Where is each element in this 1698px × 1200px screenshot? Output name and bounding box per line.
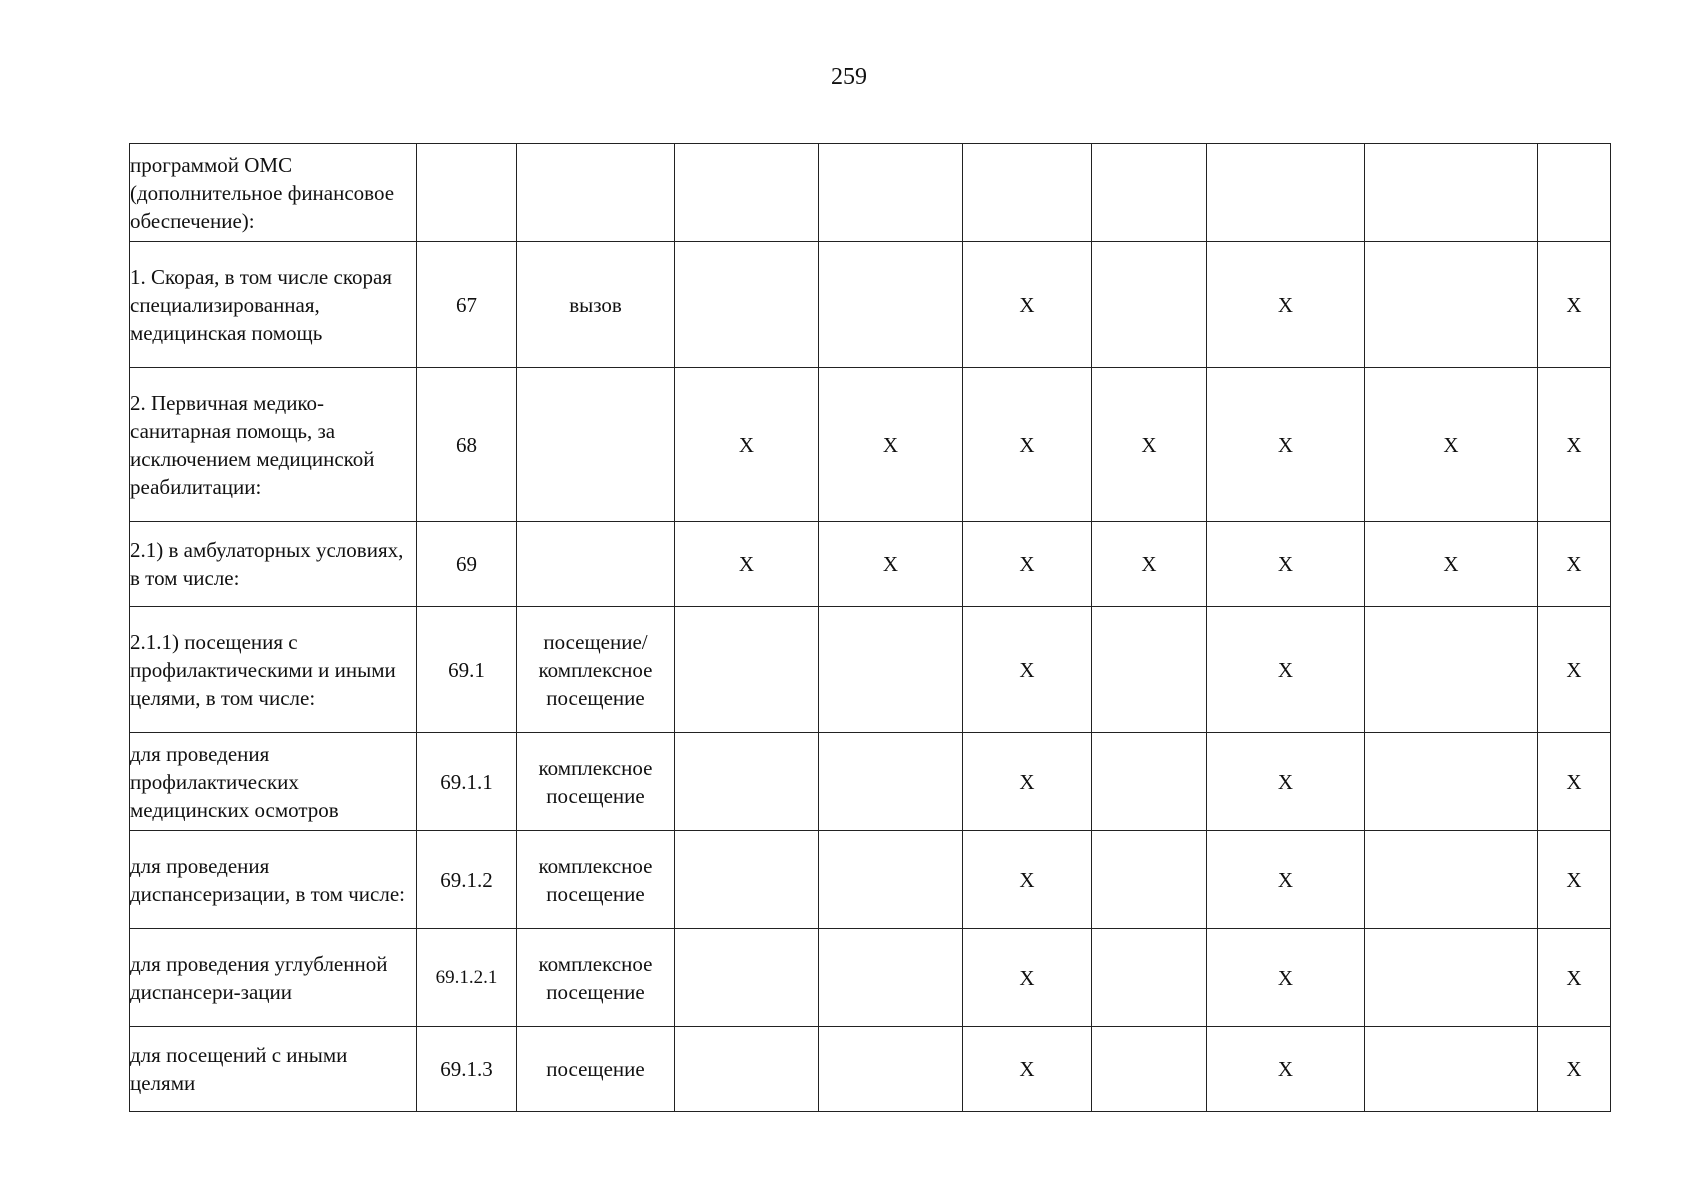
mark-cell: X [963, 607, 1092, 733]
mark-cell [819, 929, 963, 1027]
mark-cell [819, 733, 963, 831]
table-row [130, 831, 1611, 929]
mark-cell [819, 144, 963, 242]
row-name: для проведения профилактических медицинских осмотров [130, 733, 417, 831]
mark-cell: X [1365, 368, 1538, 522]
mark-cell: X [1207, 522, 1365, 607]
mark-cell [675, 607, 819, 733]
mark-cell [1092, 607, 1207, 733]
mark-cell: X [1207, 929, 1365, 1027]
row-unit: посещение [517, 1027, 675, 1112]
mark-cell [675, 831, 819, 929]
mark-cell: X [963, 522, 1092, 607]
mark-cell: X [1538, 368, 1611, 522]
row-name: программой ОМС (дополнительное финансовое обеспечение): [130, 144, 417, 242]
mark-cell: X [1538, 242, 1611, 368]
row-name: 2.1) в амбулаторных условиях, в том числе: [130, 522, 417, 607]
mark-cell [819, 242, 963, 368]
mark-cell [819, 607, 963, 733]
row-code: 69.1.3 [417, 1027, 517, 1112]
mark-cell [1365, 607, 1538, 733]
row-unit: комплексное посещение [517, 831, 675, 929]
mark-cell [675, 733, 819, 831]
row-name: 2.1.1) посещения с профилактическими и иными целями, в том числе: [130, 607, 417, 733]
mark-cell: X [1365, 522, 1538, 607]
row-unit: вызов [517, 242, 675, 368]
mark-cell: X [963, 831, 1092, 929]
mark-cell [1538, 144, 1611, 242]
mark-cell: X [819, 522, 963, 607]
mark-cell [1365, 831, 1538, 929]
page-number: 259 [831, 64, 867, 90]
mark-cell [1092, 929, 1207, 1027]
row-unit: посещение/ комплексное посещение [517, 607, 675, 733]
row-unit [517, 144, 675, 242]
row-unit [517, 368, 675, 522]
row-name: 1. Скорая, в том числе скорая специализированная, медицинская помощь [130, 242, 417, 368]
mark-cell [1092, 733, 1207, 831]
mark-cell: X [1207, 368, 1365, 522]
mark-cell: X [1092, 368, 1207, 522]
mark-cell [1365, 242, 1538, 368]
mark-cell: X [963, 368, 1092, 522]
mark-cell: X [1538, 831, 1611, 929]
table-row [130, 368, 1611, 522]
table-row [130, 144, 1611, 242]
mark-cell: X [1538, 929, 1611, 1027]
table-row [130, 733, 1611, 831]
row-code [417, 144, 517, 242]
row-code: 67 [417, 242, 517, 368]
mark-cell [675, 144, 819, 242]
mark-cell: X [1207, 607, 1365, 733]
mark-cell: X [1207, 831, 1365, 929]
mark-cell: X [1538, 607, 1611, 733]
row-code: 69 [417, 522, 517, 607]
mark-cell [1092, 1027, 1207, 1112]
mark-cell: X [675, 368, 819, 522]
mark-cell [963, 144, 1092, 242]
mark-cell [1092, 242, 1207, 368]
mark-cell: X [1207, 1027, 1365, 1112]
mark-cell: X [1207, 242, 1365, 368]
mark-cell: X [819, 368, 963, 522]
mark-cell [1365, 144, 1538, 242]
table-row [130, 522, 1611, 607]
mark-cell: X [1538, 1027, 1611, 1112]
row-unit: комплексное посещение [517, 929, 675, 1027]
row-code: 69.1.2 [417, 831, 517, 929]
mark-cell: X [963, 242, 1092, 368]
row-name: для проведения углубленной диспансери-зации [130, 929, 417, 1027]
mark-cell: X [963, 929, 1092, 1027]
mark-cell [1092, 831, 1207, 929]
mark-cell [1365, 929, 1538, 1027]
row-code: 68 [417, 368, 517, 522]
mark-cell: X [1207, 733, 1365, 831]
data-table [129, 143, 1611, 1112]
row-unit: комплексное посещение [517, 733, 675, 831]
table-row [130, 1027, 1611, 1112]
mark-cell [675, 242, 819, 368]
mark-cell: X [675, 522, 819, 607]
mark-cell [1092, 144, 1207, 242]
mark-cell [819, 1027, 963, 1112]
row-code: 69.1.1 [417, 733, 517, 831]
row-name: для проведения диспансеризации, в том числе: [130, 831, 417, 929]
table-row [130, 242, 1611, 368]
table-row [130, 929, 1611, 1027]
mark-cell: X [963, 1027, 1092, 1112]
mark-cell: X [1538, 733, 1611, 831]
mark-cell [1207, 144, 1365, 242]
table-row [130, 607, 1611, 733]
mark-cell [675, 1027, 819, 1112]
row-name: 2. Первичная медико-санитарная помощь, за исключением медицинской реабилитации: [130, 368, 417, 522]
mark-cell [819, 831, 963, 929]
row-name: для посещений с иными целями [130, 1027, 417, 1112]
row-code: 69.1 [417, 607, 517, 733]
row-unit [517, 522, 675, 607]
row-code: 69.1.2.1 [417, 929, 517, 1027]
mark-cell [1365, 733, 1538, 831]
mark-cell: X [1538, 522, 1611, 607]
mark-cell [675, 929, 819, 1027]
mark-cell [1365, 1027, 1538, 1112]
mark-cell: X [1092, 522, 1207, 607]
mark-cell: X [963, 733, 1092, 831]
